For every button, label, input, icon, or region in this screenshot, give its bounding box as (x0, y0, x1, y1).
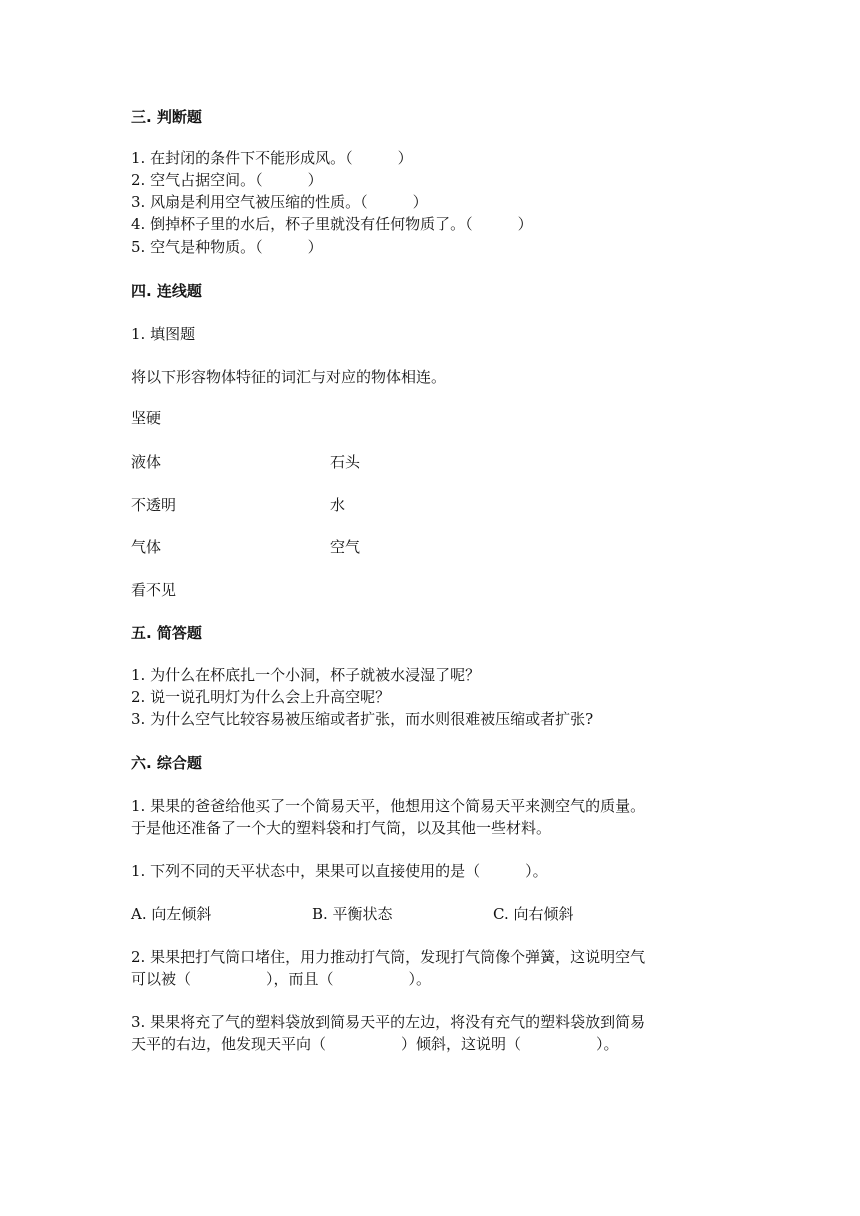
judge-item-3: 3. 风扇是利用空气被压缩的性质。（ ） (131, 193, 428, 211)
judge-item-1: 1. 在封闭的条件下不能形成风。（ ） (131, 149, 413, 167)
match-right-1: 石头 (330, 453, 361, 471)
match-left-1: 坚硬 (131, 409, 162, 427)
judge-item-4: 4. 倒掉杯子里的水后，杯子里就没有任何物质了。（ ） (131, 215, 533, 233)
short-answer-3: 3. 为什么空气比较容易被压缩或者扩张，而水则很难被压缩或者扩张? (131, 710, 594, 728)
comprehensive-intro-line-2: 于是他还准备了一个大的塑料袋和打气筒，以及其他一些材料。 (131, 819, 552, 837)
section-3-title: 三. 判断题 (131, 108, 202, 126)
sub-question-3-line-1: 3. 果果将充了气的塑料袋放到简易天平的左边，将没有充气的塑料袋放到简易 (131, 1013, 646, 1031)
sub-question-2-line-1: 2. 果果把打气筒口堵住，用力推动打气筒，发现打气筒像个弹簧，这说明空气 (131, 948, 646, 966)
match-left-3: 不透明 (131, 496, 177, 514)
matching-instruction: 将以下形容物体特征的词汇与对应的物体相连。 (131, 368, 447, 386)
judge-item-2: 2. 空气占据空间。（ ） (131, 171, 323, 189)
sub-question-3-line-2: 天平的右边，他发现天平向（ ）倾斜，这说明（ ）。 (131, 1035, 619, 1053)
match-left-2: 液体 (131, 453, 162, 471)
match-left-4: 气体 (131, 538, 162, 556)
sub-question-2-line-2: 可以被（ ），而且（ ）。 (131, 970, 432, 988)
option-b: B. 平衡状态 (312, 905, 393, 923)
match-right-2: 水 (330, 496, 346, 514)
match-right-3: 空气 (330, 538, 361, 556)
section-4-title: 四. 连线题 (131, 282, 202, 300)
section-6-title: 六. 综合题 (131, 754, 202, 772)
matching-question-label: 1. 填图题 (131, 325, 196, 343)
option-c: C. 向右倾斜 (493, 905, 574, 923)
comprehensive-intro-line-1: 1. 果果的爸爸给他买了一个简易天平，他想用这个简易天平来测空气的质量。 (131, 797, 646, 815)
sub-question-1: 1. 下列不同的天平状态中，果果可以直接使用的是（ ）。 (131, 862, 548, 880)
judge-item-5: 5. 空气是种物质。（ ） (131, 238, 323, 256)
match-left-5: 看不见 (131, 581, 177, 599)
section-5-title: 五. 简答题 (131, 624, 202, 642)
short-answer-2: 2. 说一说孔明灯为什么会上升高空呢？ (131, 688, 391, 706)
short-answer-1: 1. 为什么在杯底扎一个小洞，杯子就被水浸湿了呢？ (131, 666, 481, 684)
option-a: A. 向左倾斜 (131, 905, 212, 923)
